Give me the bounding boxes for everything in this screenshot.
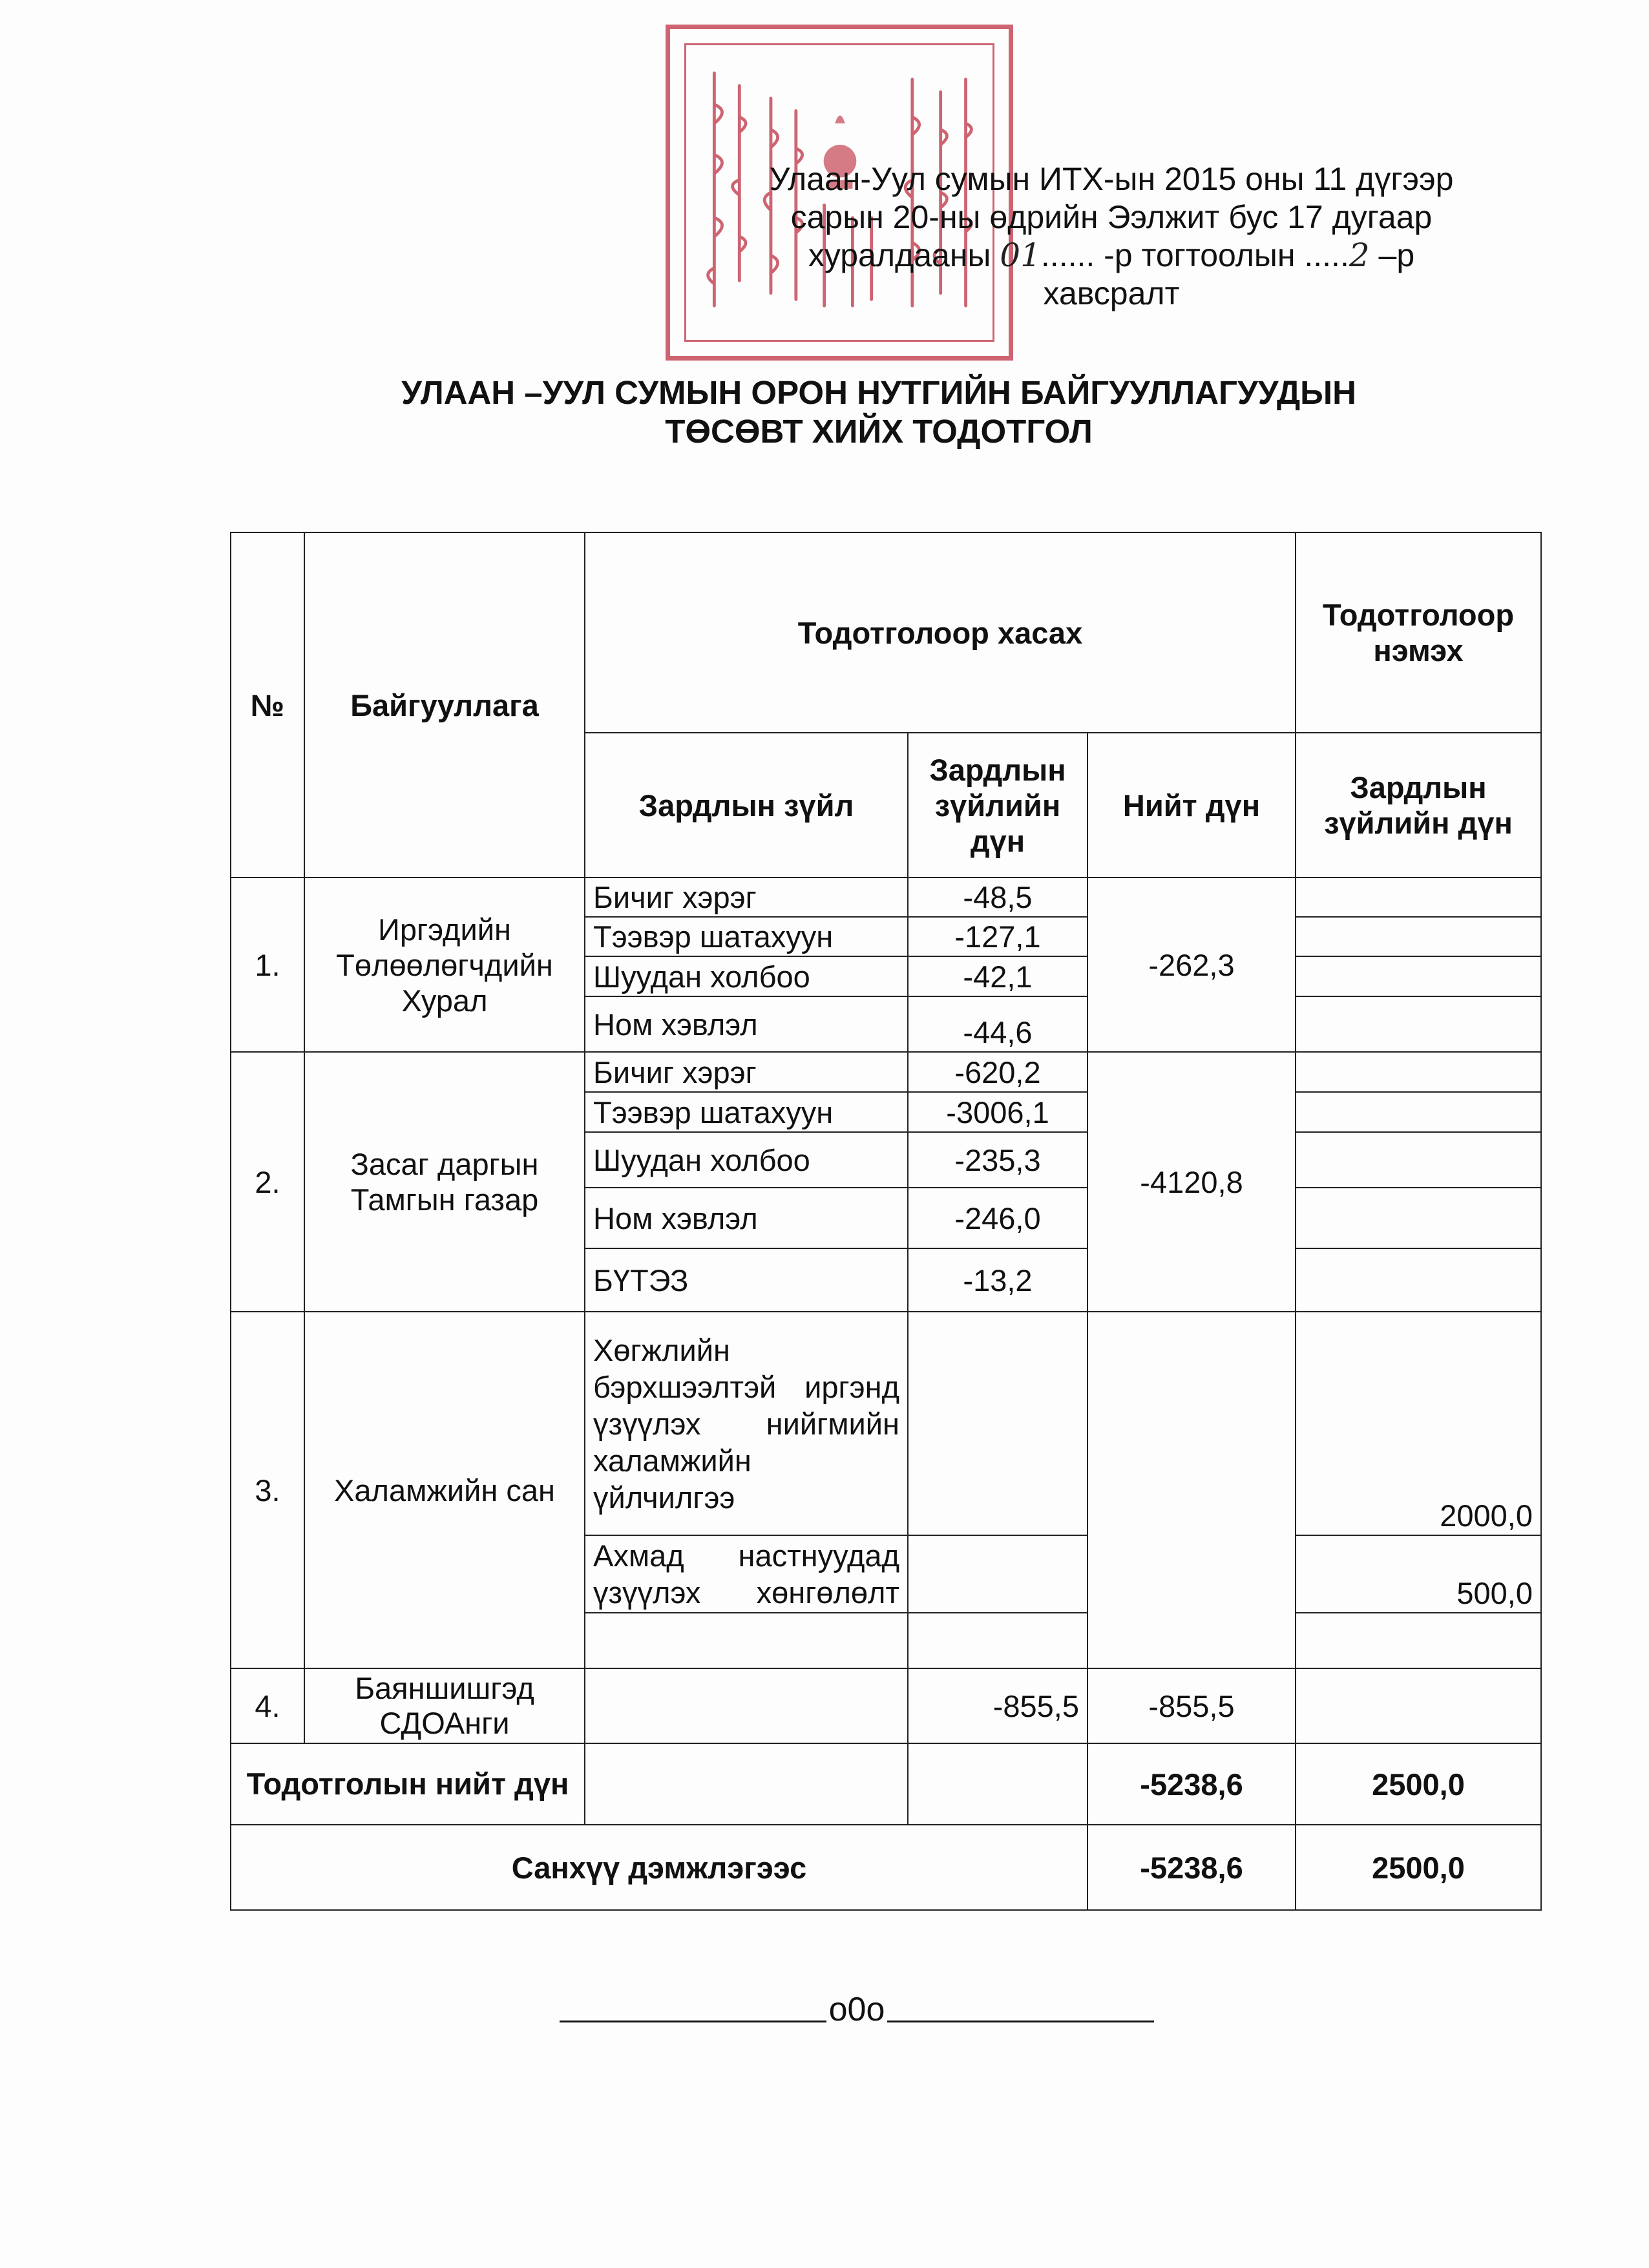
expense-item: БҮТЭЗ [585,1248,908,1312]
header-number: № [231,532,304,877]
total-empty-item [585,1743,908,1825]
group-total: -855,5 [1087,1668,1296,1743]
annex-line-3-pre: хуралдааны [808,237,1000,273]
annex-line-3 [724,236,1499,275]
header-item-amount: Зардлын зүйлийн дүн [908,733,1087,877]
item-amount: -855,5 [908,1668,1087,1743]
annex-dots-1: ...... [1040,237,1095,273]
add-amount [1296,956,1541,996]
group-number: 2. [231,1052,304,1312]
group-organization: Засаг даргын Тамгын газар [304,1052,585,1312]
group-number: 4. [231,1668,304,1743]
finance-add-total: 2500,0 [1296,1825,1541,1910]
expense-item: Хөгжлийн бэрхшээлтэй иргэнд үзүүлэх нийгмийн халамжийн үйлчилгээ [585,1312,908,1535]
footer-divider [560,1990,1154,2029]
group-total: -262,3 [1087,877,1296,1052]
expense-item: Бичиг хэрэг [585,877,908,917]
annex-line-1: Улаан-Уул сумын ИТХ-ын 2015 оны 11 дүгээр [769,161,1454,197]
annex-line-2: сарын 20-ны өдрийн Ээлжит бус 17 дугаар [790,199,1433,235]
expense-item: Тээвэр шатахуун [585,1092,908,1132]
table-row [231,877,1541,917]
total-label: Тодотголын нийт дүн [231,1743,585,1825]
header-total: Нийт дүн [1087,733,1296,877]
document-title [362,373,1396,451]
annex-line-3-post: –р [1369,237,1415,273]
add-amount [1296,1052,1541,1092]
table-row [231,1668,1541,1743]
group-total: -4120,8 [1087,1052,1296,1312]
expense-item: Ном хэвлэл [585,1188,908,1248]
expense-item: Шуудан холбоо [585,1132,908,1188]
footer-line-right [887,2014,1154,2022]
add-amount: 500,0 [1296,1535,1541,1613]
header-expense-item: Зардлын зүйл [585,733,908,877]
finance-label: Санхүү дэмжлэгээс [231,1825,1087,1910]
expense-item [585,1668,908,1743]
annex-note [724,160,1499,313]
group-organization: Баяншишгэд СДОАнги [304,1668,585,1743]
add-amount [1296,917,1541,956]
finance-total: -5238,6 [1087,1825,1296,1910]
item-amount: -620,2 [908,1052,1087,1092]
title-line-1: УЛААН –УУЛ СУМЫН ОРОН НУТГИЙН БАЙГУУЛЛАГУУДЫН [401,374,1356,411]
grand-total: -5238,6 [1087,1743,1296,1825]
add-amount [1296,996,1541,1052]
grand-add-total: 2500,0 [1296,1743,1541,1825]
table-row [231,1312,1541,1535]
item-amount: -42,1 [908,956,1087,996]
item-amount: -235,3 [908,1132,1087,1188]
total-empty-amount [908,1743,1087,1825]
add-amount [1296,1092,1541,1132]
add-amount [1296,877,1541,917]
footer-line-left [560,2014,826,2022]
item-amount: -13,2 [908,1248,1087,1312]
annex-line-4: хавсралт [1043,275,1180,311]
group-organization: Иргэдийн Төлөөлөгчдийн Хурал [304,877,585,1052]
handwritten-resolution-session: 01 [1000,236,1041,274]
item-amount [908,1613,1087,1668]
table-row [231,1052,1541,1092]
group-number: 3. [231,1312,304,1668]
annex-dots-2: ..... [1304,237,1349,273]
item-amount [908,1312,1087,1535]
add-amount [1296,1188,1541,1248]
header-reduce: Тодотголоор хасах [585,532,1296,733]
expense-item [585,1613,908,1668]
group-total [1087,1312,1296,1668]
title-line-2: ТӨСӨВТ ХИЙХ ТОДОТГОЛ [665,413,1093,450]
item-amount: -48,5 [908,877,1087,917]
group-organization: Халамжийн сан [304,1312,585,1668]
add-amount [1296,1248,1541,1312]
total-row [231,1743,1541,1825]
item-amount: -127,1 [908,917,1087,956]
expense-item: Бичиг хэрэг [585,1052,908,1092]
expense-item: Тээвэр шатахуун [585,917,908,956]
add-amount [1296,1668,1541,1743]
budget-adjustment-table [230,532,1542,1911]
header-add: Тодотголоор нэмэх [1296,532,1541,733]
expense-item: Ном хэвлэл [585,996,908,1052]
item-amount [908,1535,1087,1613]
handwritten-resolution-number: 2 [1349,236,1370,274]
add-amount: 2000,0 [1296,1312,1541,1535]
annex-line-3-mid: -р тогтоолын [1095,237,1305,273]
header-organization: Байгууллага [304,532,585,877]
item-amount: -3006,1 [908,1092,1087,1132]
item-amount: -246,0 [908,1188,1087,1248]
expense-item: Шуудан холбоо [585,956,908,996]
finance-row [231,1825,1541,1910]
add-amount [1296,1132,1541,1188]
item-amount: -44,6 [908,996,1087,1052]
add-amount [1296,1613,1541,1668]
expense-item: Ахмад настнуудад үзүүлэх хөнгөлөлт [585,1535,908,1613]
header-add-amount: Зардлын зүйлийн дүн [1296,733,1541,877]
footer-mark: o0o [828,1991,885,2028]
group-number: 1. [231,877,304,1052]
